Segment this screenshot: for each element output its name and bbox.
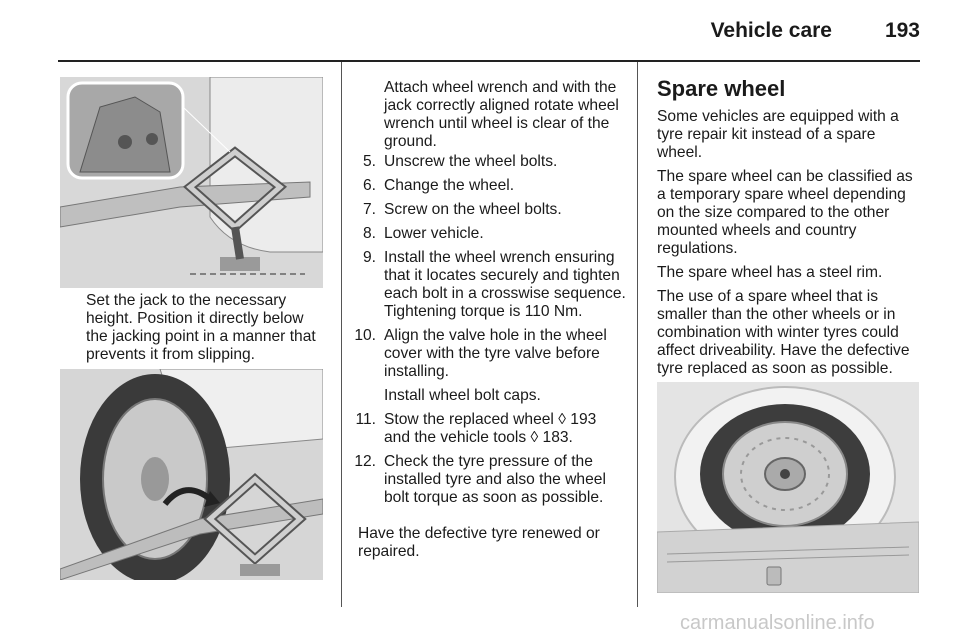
step-item (342, 201, 626, 219)
step-text: Screw on the wheel bolts. (384, 201, 562, 218)
step-item (342, 249, 626, 321)
step-text: Unscrew the wheel bolts. (384, 153, 558, 170)
step-item (342, 327, 626, 405)
step-text: Change the wheel. (384, 177, 515, 194)
step-number: 8. (362, 225, 376, 242)
jack-caption-text: Set the jack to the necessary height. Position it directly below the jacking point in a manner that prevents it from slipping. (86, 292, 316, 363)
column-divider-right (637, 62, 638, 607)
step-text: Lower vehicle. (384, 225, 484, 242)
jack-caption (86, 292, 326, 370)
wheel-wrench-illustration (60, 369, 323, 580)
procedure-steps (342, 153, 626, 513)
step-number: 6. (362, 177, 376, 194)
figure-wheel-wrench (60, 369, 323, 580)
step-number: 5. (362, 153, 376, 170)
step-text: Stow the replaced wheel ◊ 193 and the vehicle tools ◊ 183. (384, 411, 597, 446)
header-page-number: 193 (884, 19, 920, 42)
step-item (342, 411, 626, 447)
step-intro-text: Attach wheel wrench and with the jack correctly aligned rotate wheel wrench until wheel is clear of the ground. (384, 79, 619, 150)
spare-wheel-paragraph: The spare wheel can be classified as a temporary spare wheel depending on the size compared to the other mounted wheels and country regulations. (657, 168, 913, 257)
step-item (342, 177, 626, 195)
spare-wheel-paragraph: Some vehicles are equipped with a tyre repair kit instead of a spare wheel. (657, 108, 899, 161)
step-item (342, 225, 626, 243)
step-number: 10. (354, 327, 376, 344)
step-number: 9. (362, 249, 376, 266)
spare-wheel-text (657, 108, 922, 384)
section-heading: Spare wheel (657, 76, 786, 101)
step-text: Install the wheel wrench ensuring that it locates securely and tighten each bolt in a crosswise sequence. Tightening torque is 110 Nm. (384, 249, 626, 320)
header-rule (58, 60, 920, 62)
closing-note-text: Have the defective tyre renewed or repaired. (358, 525, 600, 560)
step-subnote: Install wheel bolt caps. (384, 387, 541, 404)
step-number: 12. (354, 453, 376, 470)
spare-wheel-paragraph: The use of a spare wheel that is smaller than the other wheels or in combination with winter tyres could affect driveability. Have the defective tyre replaced as soon as possible. (657, 288, 910, 377)
step-text: Align the valve hole in the wheel cover with the tyre valve before installing. (384, 327, 607, 380)
figure-spare-wheel (657, 382, 919, 593)
step-intro (384, 79, 624, 157)
spare-wheel-illustration (657, 382, 919, 593)
spare-wheel-paragraph: The spare wheel has a steel rim. (657, 264, 883, 281)
closing-note (358, 525, 623, 567)
step-item (342, 453, 626, 507)
jack-point-illustration (60, 77, 323, 288)
step-item (342, 153, 626, 171)
header-section-title: Vehicle care (710, 19, 832, 42)
watermark: carmanualsonline.info (680, 612, 875, 634)
figure-jack-point (60, 77, 323, 288)
step-number: 7. (362, 201, 376, 218)
step-number: 11. (355, 411, 376, 428)
step-text: Check the tyre pressure of the installed tyre and also the wheel bolt torque as soon as possible. (384, 453, 606, 506)
